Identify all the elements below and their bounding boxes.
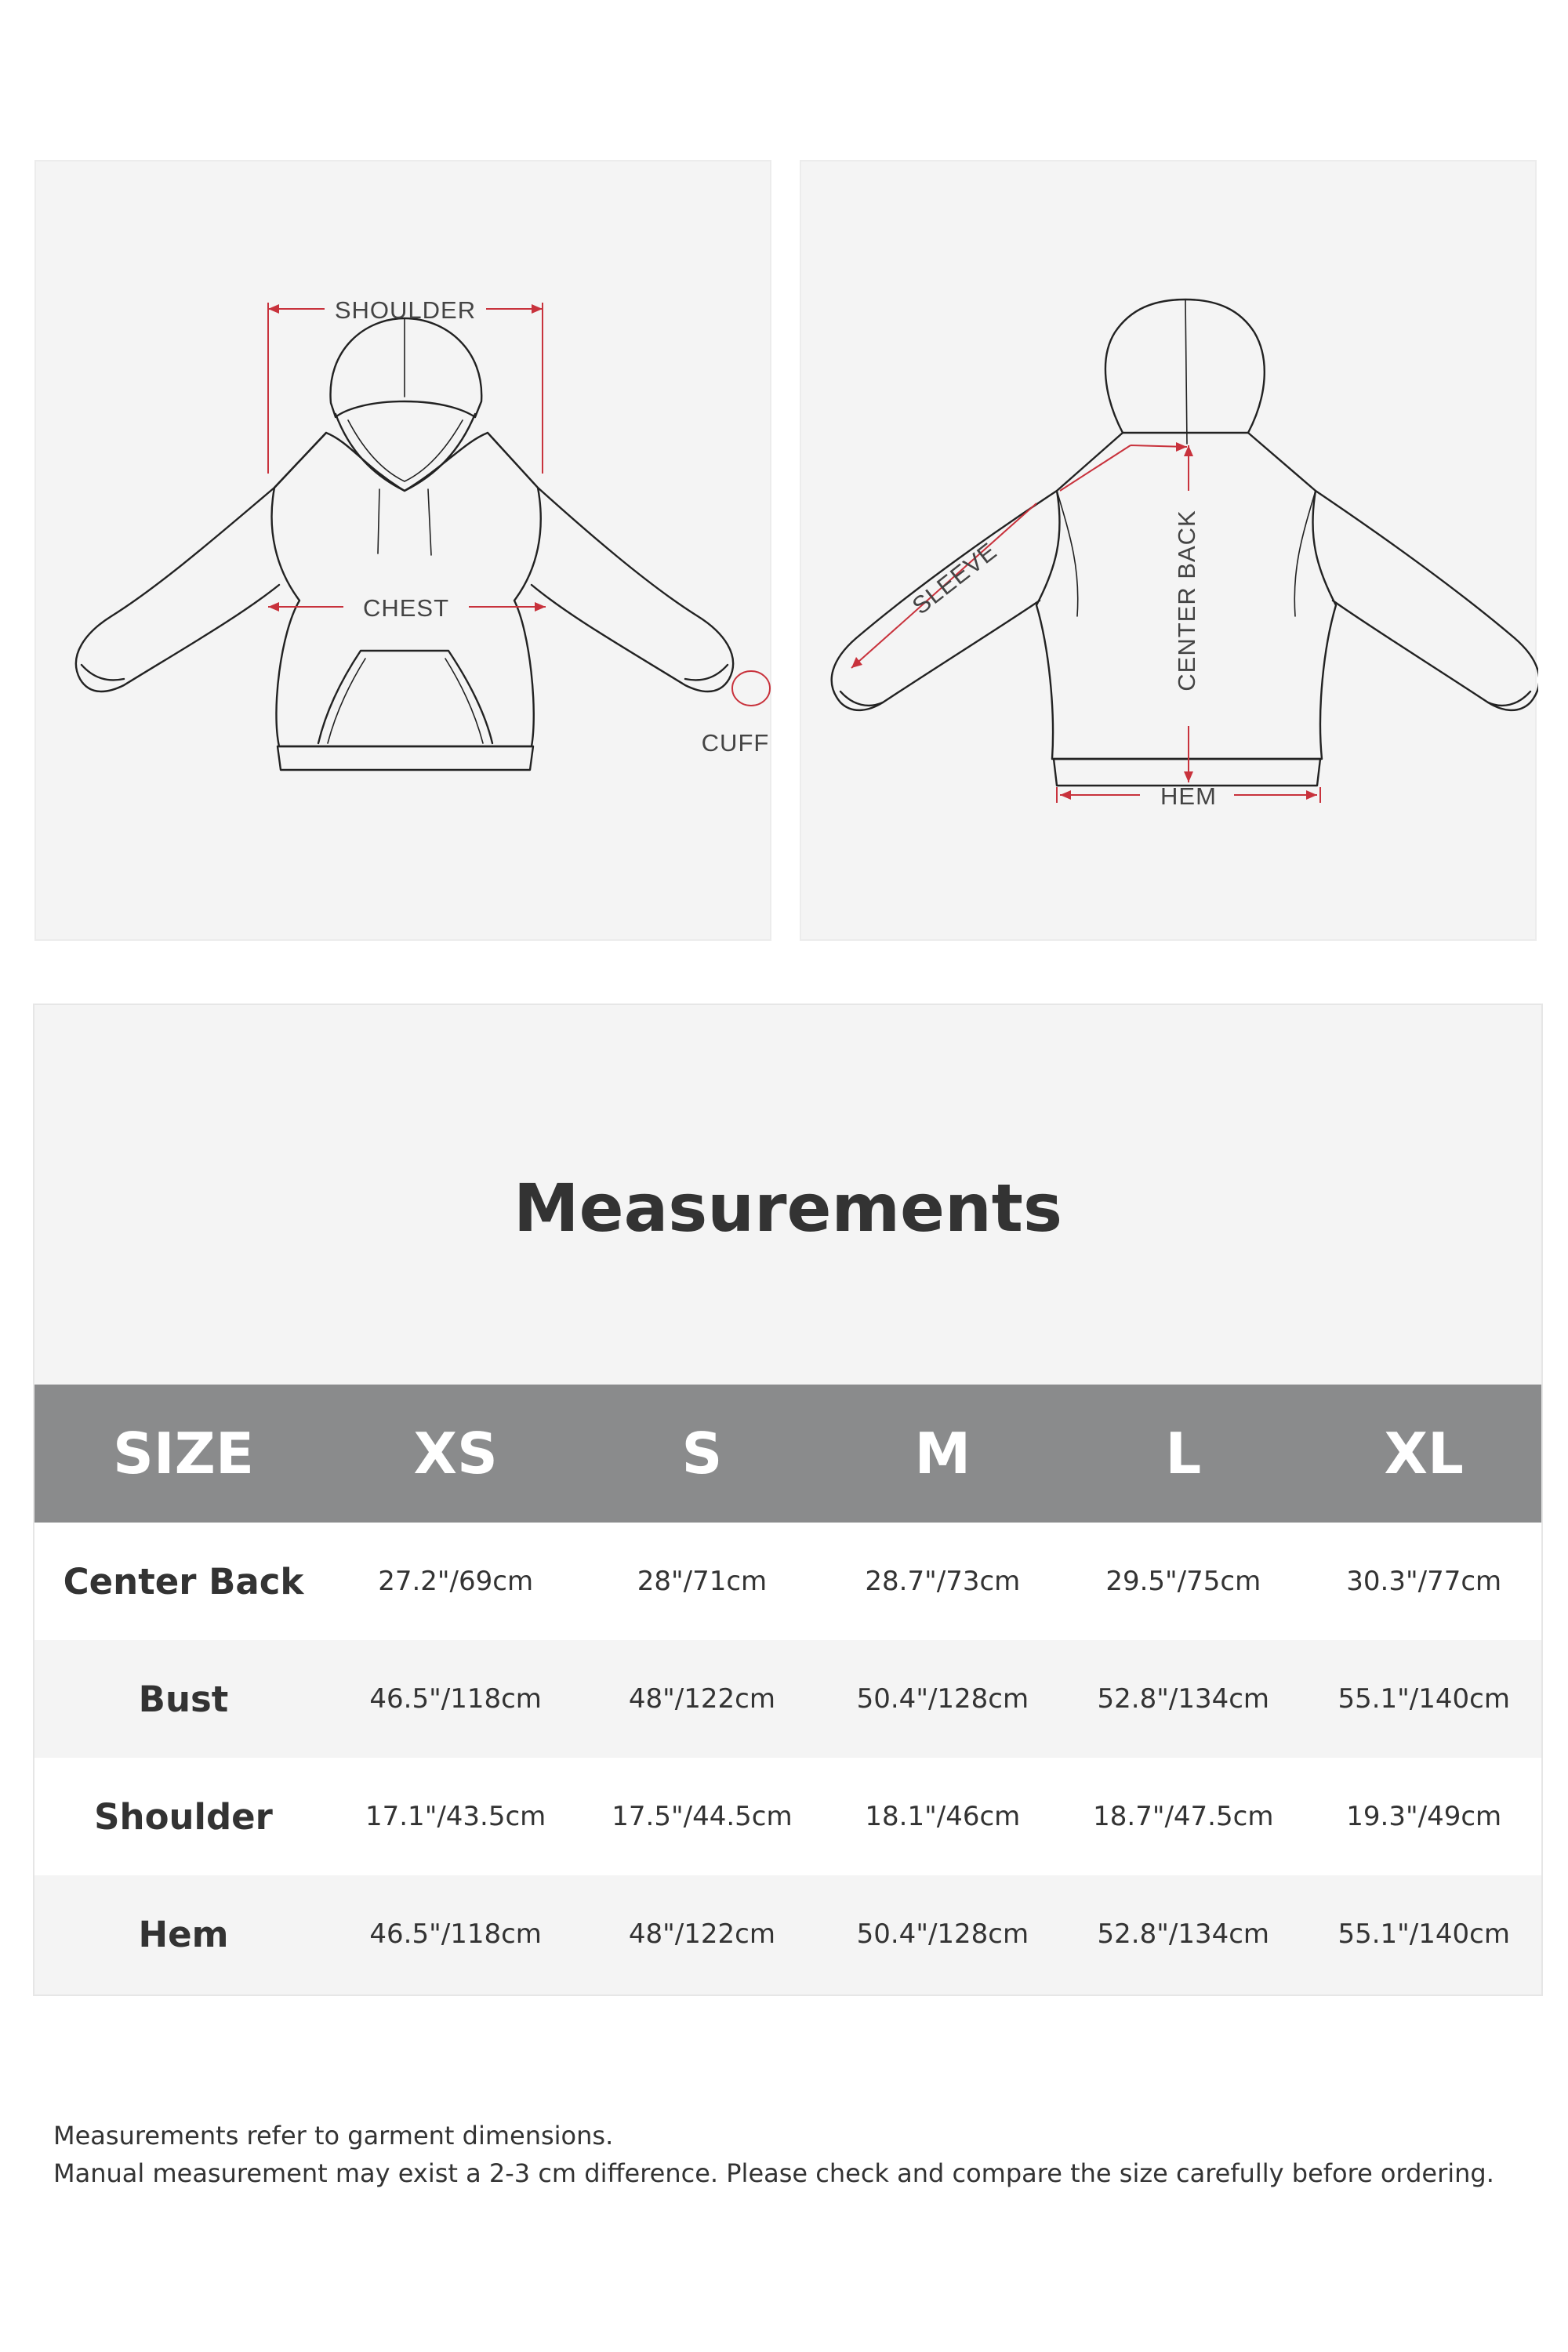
hem-label: HEM xyxy=(1160,782,1217,810)
hoodie-front-illustration xyxy=(36,162,773,942)
back-view-diagram xyxy=(800,160,1537,941)
table-cell: 55.1"/140cm xyxy=(1306,1875,1541,1993)
size-m-header: M xyxy=(826,1385,1061,1523)
table-cell: 52.8"/134cm xyxy=(1060,1640,1306,1758)
table-cell: 18.1"/46cm xyxy=(826,1758,1061,1875)
row-label-shoulder: Shoulder xyxy=(34,1758,332,1875)
table-cell: 17.1"/43.5cm xyxy=(332,1758,579,1875)
size-column-header: SIZE xyxy=(34,1385,332,1523)
table-cell: 27.2"/69cm xyxy=(332,1523,579,1640)
table-cell: 48"/122cm xyxy=(579,1875,825,1993)
table-cell: 18.7"/47.5cm xyxy=(1060,1758,1306,1875)
table-header-row xyxy=(34,1385,1541,1523)
table-cell: 55.1"/140cm xyxy=(1306,1640,1541,1758)
size-xs-header: XS xyxy=(332,1385,579,1523)
table-row xyxy=(34,1875,1541,1993)
hoodie-back-illustration xyxy=(801,162,1538,942)
table-row xyxy=(34,1758,1541,1875)
measurements-section xyxy=(33,1004,1543,1996)
table-cell: 30.3"/77cm xyxy=(1306,1523,1541,1640)
table-cell: 29.5"/75cm xyxy=(1060,1523,1306,1640)
note-manual-measurement: Manual measurement may exist a 2-3 cm difference. Please check and compare the size carefully before ordering. xyxy=(53,2158,1494,2188)
table-row xyxy=(34,1523,1541,1640)
table-cell: 28.7"/73cm xyxy=(826,1523,1061,1640)
note-garment-dimensions: Measurements refer to garment dimensions. xyxy=(53,2121,614,2151)
size-l-header: L xyxy=(1060,1385,1306,1523)
table-cell: 52.8"/134cm xyxy=(1060,1875,1306,1993)
measurements-title: Measurements xyxy=(514,1170,1062,1247)
shoulder-label: SHOULDER xyxy=(334,296,477,324)
size-chart-table xyxy=(34,1385,1541,1993)
cuff-label: CUFF xyxy=(701,729,770,757)
table-cell: 19.3"/49cm xyxy=(1306,1758,1541,1875)
table-cell: 28"/71cm xyxy=(579,1523,825,1640)
sleeve-label: SLEEVE xyxy=(906,536,1003,620)
size-xl-header: XL xyxy=(1306,1385,1541,1523)
row-label-hem: Hem xyxy=(34,1875,332,1993)
measurement-notes xyxy=(53,2117,1543,2192)
table-cell: 46.5"/118cm xyxy=(332,1875,579,1993)
row-label-bust: Bust xyxy=(34,1640,332,1758)
table-cell: 17.5"/44.5cm xyxy=(579,1758,825,1875)
chest-label: CHEST xyxy=(362,594,450,622)
center-back-label: CENTER BACK xyxy=(1173,510,1201,691)
table-cell: 46.5"/118cm xyxy=(332,1640,579,1758)
table-cell: 50.4"/128cm xyxy=(826,1640,1061,1758)
front-view-diagram xyxy=(34,160,771,941)
row-label-center-back: Center Back xyxy=(34,1523,332,1640)
table-cell: 50.4"/128cm xyxy=(826,1875,1061,1993)
size-s-header: S xyxy=(579,1385,825,1523)
table-cell: 48"/122cm xyxy=(579,1640,825,1758)
table-row xyxy=(34,1640,1541,1758)
